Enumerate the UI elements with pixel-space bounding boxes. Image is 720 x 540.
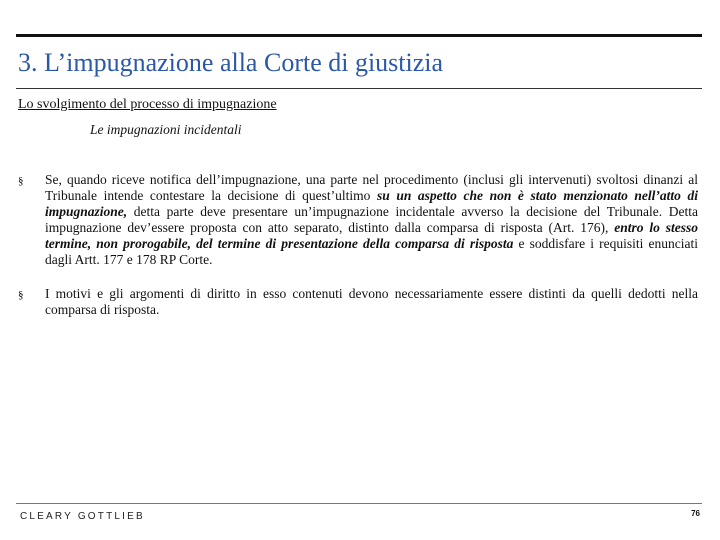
company-logo: CLEARY GOTTLIEB bbox=[20, 511, 145, 522]
footer-rule bbox=[16, 503, 702, 504]
bullet-text-part: I motivi e gli argomenti di diritto in esso contenuti devono necessariamente essere distinti da quelli dedotti nella comparsa di risposta. bbox=[45, 286, 698, 317]
page-number: 76 bbox=[691, 509, 700, 518]
bullet-text bbox=[45, 172, 698, 268]
title-rule bbox=[16, 88, 702, 89]
bullet-text bbox=[45, 286, 698, 318]
bullet-item bbox=[18, 172, 698, 268]
slide-title: 3. L’impugnazione alla Corte di giustizia bbox=[18, 48, 444, 77]
bullet-text-emphasis: su un aspetto che non è stato menzionato nell’atto di impugnazione, bbox=[45, 188, 698, 219]
top-rule bbox=[16, 34, 702, 37]
bullet-text-part: Se, quando riceve notifica dell’impugnazione, una parte nel procedimento (inclusi gli intervenuti) svoltosi dinanzi al Tribunale intende contestare la decisione di quest’ultimo bbox=[45, 172, 698, 203]
bullet-list bbox=[18, 172, 698, 336]
bullet-item bbox=[18, 286, 698, 318]
bullet-marker-icon: § bbox=[18, 175, 24, 187]
section-heading: Le impugnazioni incidentali bbox=[90, 122, 242, 137]
slide-subtitle: Lo svolgimento del processo di impugnazione bbox=[18, 97, 277, 112]
bullet-marker-icon: § bbox=[18, 289, 24, 301]
bullet-text-part: e soddisfare i requisiti enunciati dagli Artt. 177 e 178 RP Corte. bbox=[45, 236, 698, 267]
bullet-text-part: detta parte deve presentare un’impugnazione incidentale avverso la decisione del Tribunale. Detta impugnazione dev’essere proposta con atto separato, distinto dalla comparsa di risposta (Art. 176), bbox=[45, 204, 698, 235]
bullet-text-emphasis: entro lo stesso termine, non prorogabile, del termine di presentazione della comparsa di risposta bbox=[45, 220, 698, 251]
